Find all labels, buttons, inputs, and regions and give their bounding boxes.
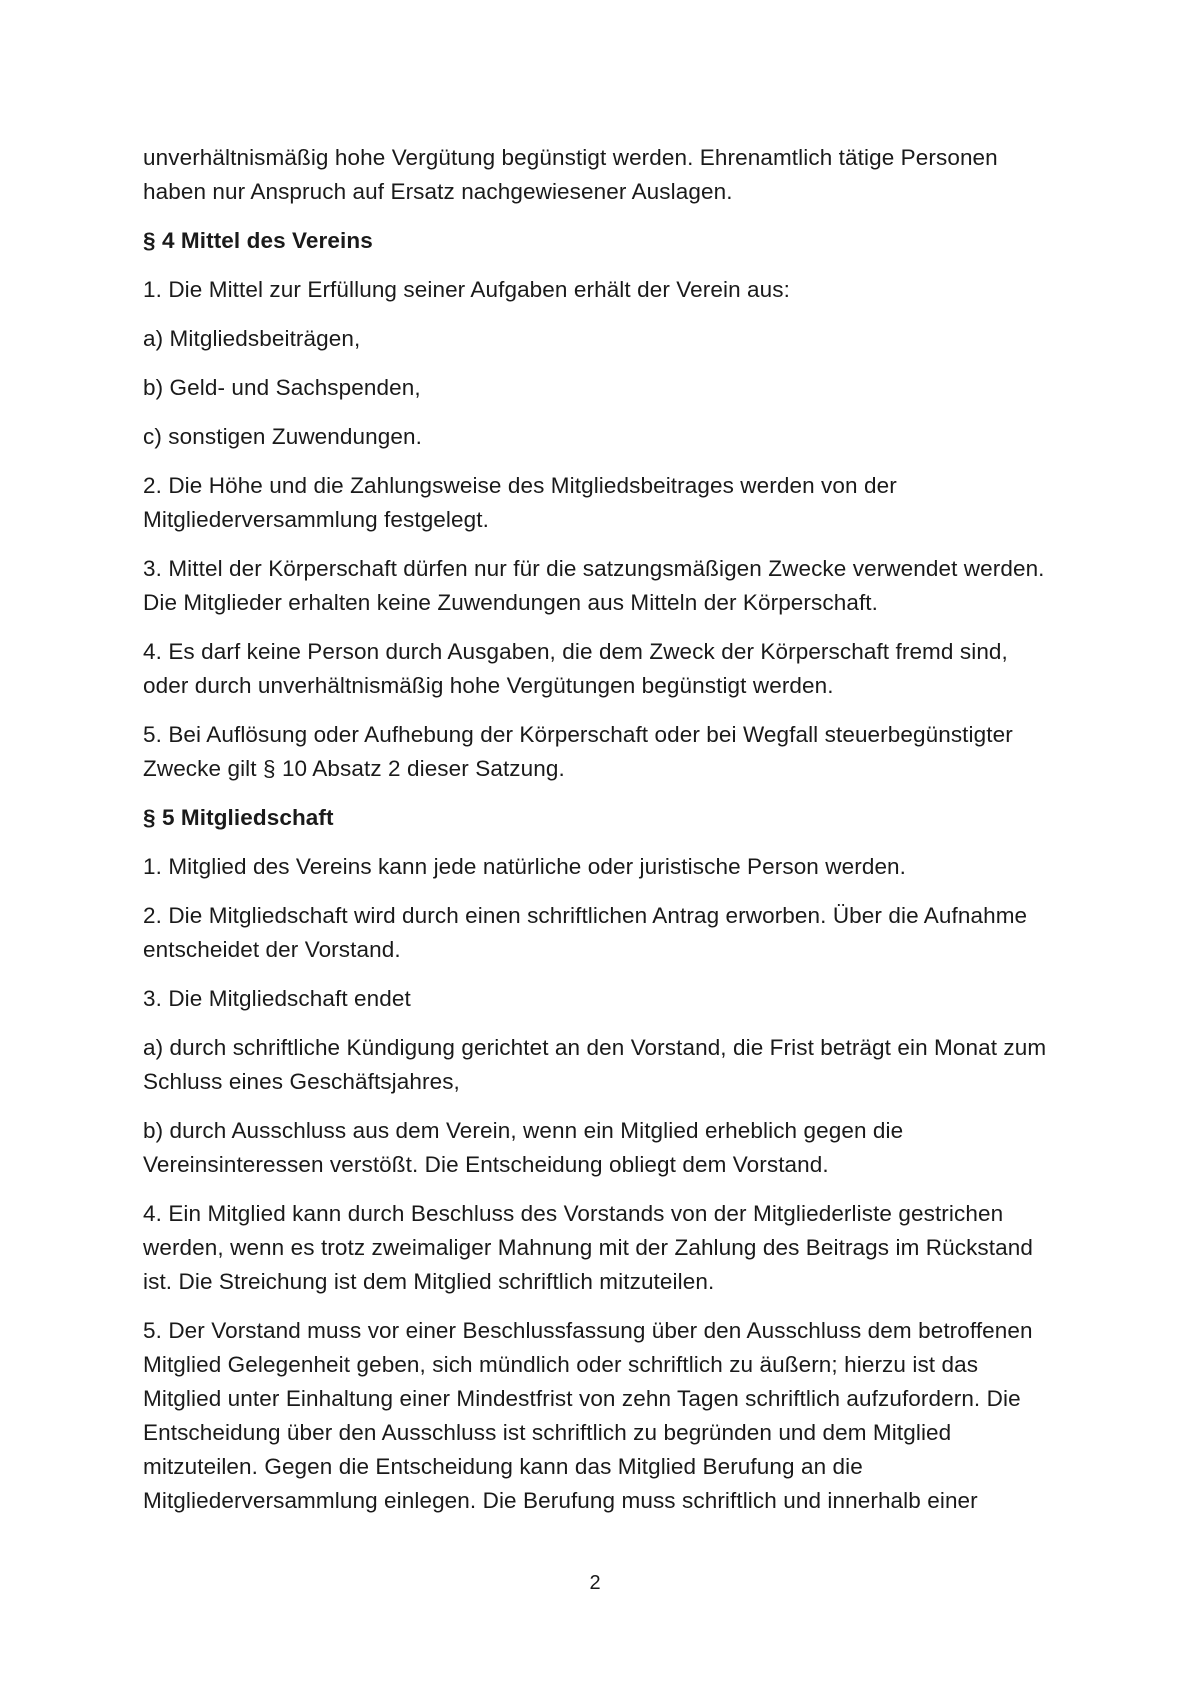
paragraph: 4. Ein Mitglied kann durch Beschluss des Vorstands von der Mitgliederliste gestrichen werden, wenn es trotz zweimaliger Mahnung mit der Zahlung des Beitrags im Rückstand ist. Die Streichung ist dem Mitglied schriftlich mitzuteilen. (143, 1201, 1033, 1294)
list-item: c) sonstigen Zuwendungen. (143, 424, 422, 449)
list-item: b) Geld- und Sachspenden, (143, 375, 421, 400)
paragraph: 3. Die Mitgliedschaft endet (143, 986, 411, 1011)
list-item: a) durch schriftliche Kündigung gerichtet an den Vorstand, die Frist beträgt ein Monat zum Schluss eines Geschäftsjahres, (143, 1035, 1047, 1094)
paragraph: 1. Mitglied des Vereins kann jede natürliche oder juristische Person werden. (143, 854, 907, 879)
paragraph: 5. Der Vorstand muss vor einer Beschlussfassung über den Ausschluss dem betroffenen Mitglied Gelegenheit geben, sich mündlich oder schriftlich zu äußern; hierzu ist das Mitglied unter Einhaltung einer Mindestfrist von zehn Tagen schriftlich aufzufordern. Die Entscheidung über den Ausschluss ist schriftlich zu begründen und dem Mitglied mitzuteilen. Gegen die Entscheidung kann das Mitglied Berufung an die Mitgliederversammlung einlegen. Die Berufung muss schriftlich und innerhalb einer (143, 1318, 1033, 1513)
paragraph: unverhältnismäßig hohe Vergütung begünstigt werden. Ehrenamtlich tätige Personen haben nur Anspruch auf Ersatz nachgewiesener Auslagen. (143, 145, 998, 204)
paragraph: 5. Bei Auflösung oder Aufhebung der Körperschaft oder bei Wegfall steuerbegünstigter Zwecke gilt § 10 Absatz 2 dieser Satzung. (143, 722, 1013, 781)
list-item: a) Mitgliedsbeiträgen, (143, 326, 361, 351)
document-body (143, 141, 1058, 1533)
section-heading-5: § 5 Mitgliedschaft (143, 805, 334, 830)
paragraph: 4. Es darf keine Person durch Ausgaben, die dem Zweck der Körperschaft fremd sind, oder durch unverhältnismäßig hohe Vergütungen begünstigt werden. (143, 639, 1008, 698)
paragraph: 2. Die Mitgliedschaft wird durch einen schriftlichen Antrag erworben. Über die Aufnahme entscheidet der Vorstand. (143, 903, 1028, 962)
paragraph: 2. Die Höhe und die Zahlungsweise des Mitgliedsbeitrages werden von der Mitgliederversammlung festgelegt. (143, 473, 897, 532)
paragraph: 3. Mittel der Körperschaft dürfen nur für die satzungsmäßigen Zwecke verwendet werden. Die Mitglieder erhalten keine Zuwendungen aus Mitteln der Körperschaft. (143, 556, 1045, 615)
section-heading-4: § 4 Mittel des Vereins (143, 228, 373, 253)
page-number: 2 (589, 1572, 601, 1594)
list-item: b) durch Ausschluss aus dem Verein, wenn ein Mitglied erheblich gegen die Vereinsinteressen verstößt. Die Entscheidung obliegt dem Vorstand. (143, 1118, 904, 1177)
paragraph: 1. Die Mittel zur Erfüllung seiner Aufgaben erhält der Verein aus: (143, 277, 790, 302)
